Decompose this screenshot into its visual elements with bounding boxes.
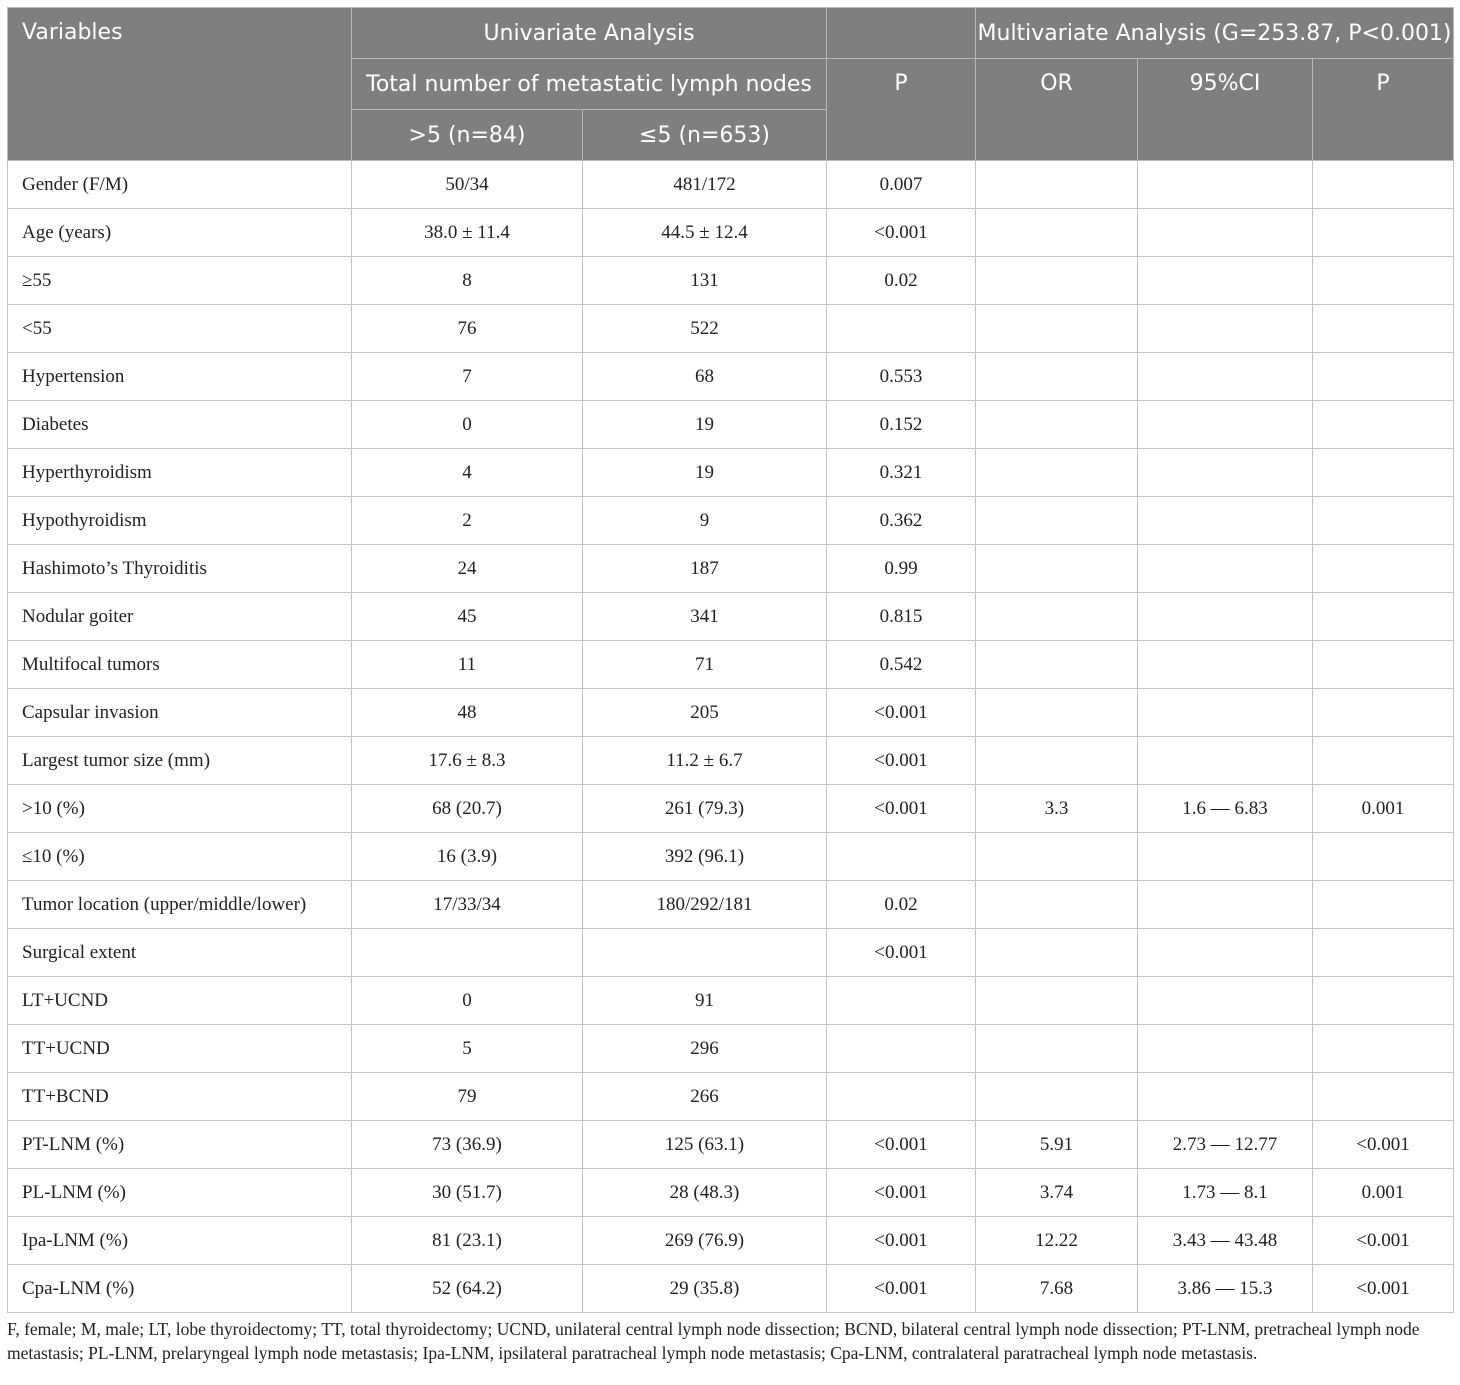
cell-ci [1138,1025,1313,1073]
cell-le5: 125 (63.1) [583,1121,827,1169]
cell-or [976,641,1138,689]
cell-le5: 71 [583,641,827,689]
header-le5: ≤5 (n=653) [583,110,827,161]
cell-p-univariate: 0.553 [827,353,976,401]
cell-p-univariate: <0.001 [827,689,976,737]
cell-le5: 11.2 ± 6.7 [583,737,827,785]
cell-p-multivariate [1313,881,1454,929]
cell-variable: TT+BCND [8,1073,352,1121]
cell-variable: Gender (F/M) [8,161,352,209]
cell-p-univariate: 0.02 [827,881,976,929]
cell-p-univariate [827,1025,976,1073]
cell-or [976,1025,1138,1073]
cell-p-multivariate [1313,449,1454,497]
cell-variable: Nodular goiter [8,593,352,641]
cell-gt5: 38.0 ± 11.4 [352,209,583,257]
cell-variable: Hashimoto’s Thyroiditis [8,545,352,593]
cell-variable: <55 [8,305,352,353]
cell-or [976,401,1138,449]
cell-variable: Hypothyroidism [8,497,352,545]
table-row [8,641,1454,689]
table-row [8,1073,1454,1121]
header-total-metastatic: Total number of metastatic lymph nodes [352,59,827,110]
cell-le5: 187 [583,545,827,593]
cell-ci [1138,689,1313,737]
cell-gt5: 7 [352,353,583,401]
cell-variable: Multifocal tumors [8,641,352,689]
cell-gt5: 8 [352,257,583,305]
cell-p-multivariate [1313,689,1454,737]
cell-p-multivariate: 0.001 [1313,1169,1454,1217]
cell-le5: 28 (48.3) [583,1169,827,1217]
cell-or [976,1073,1138,1121]
table-row [8,401,1454,449]
cell-le5: 341 [583,593,827,641]
table-row [8,545,1454,593]
cell-ci [1138,449,1313,497]
cell-ci: 3.43 — 43.48 [1138,1217,1313,1265]
table-row [8,305,1454,353]
cell-le5: 44.5 ± 12.4 [583,209,827,257]
cell-le5: 296 [583,1025,827,1073]
cell-gt5: 45 [352,593,583,641]
cell-or [976,545,1138,593]
cell-le5: 180/292/181 [583,881,827,929]
cell-gt5 [352,929,583,977]
cell-gt5: 50/34 [352,161,583,209]
table-container [7,7,1453,1365]
cell-le5: 266 [583,1073,827,1121]
cell-gt5: 5 [352,1025,583,1073]
cell-le5: 19 [583,449,827,497]
cell-variable: Diabetes [8,401,352,449]
cell-p-univariate: <0.001 [827,785,976,833]
table-row [8,881,1454,929]
cell-p-multivariate: <0.001 [1313,1265,1454,1313]
cell-p-multivariate [1313,209,1454,257]
cell-p-univariate: 0.815 [827,593,976,641]
cell-ci: 1.73 — 8.1 [1138,1169,1313,1217]
cell-variable: Tumor location (upper/middle/lower) [8,881,352,929]
cell-or [976,353,1138,401]
cell-p-univariate: 0.99 [827,545,976,593]
table-row [8,929,1454,977]
cell-gt5: 24 [352,545,583,593]
header-ci: 95%CI [1138,59,1313,161]
cell-variable: Hypertension [8,353,352,401]
cell-p-univariate [827,305,976,353]
cell-ci [1138,1073,1313,1121]
cell-p-univariate: <0.001 [827,1169,976,1217]
cell-p-univariate: 0.02 [827,257,976,305]
cell-p-multivariate: <0.001 [1313,1121,1454,1169]
cell-variable: TT+UCND [8,1025,352,1073]
cell-or [976,593,1138,641]
cell-or [976,305,1138,353]
table-row [8,1121,1454,1169]
cell-p-multivariate [1313,929,1454,977]
cell-ci [1138,977,1313,1025]
cell-variable: Ipa-LNM (%) [8,1217,352,1265]
cell-p-univariate: <0.001 [827,209,976,257]
cell-p-univariate: <0.001 [827,929,976,977]
cell-variable: PL-LNM (%) [8,1169,352,1217]
table-row [8,977,1454,1025]
results-table [7,7,1454,1313]
cell-le5: 19 [583,401,827,449]
cell-p-multivariate [1313,977,1454,1025]
header-univariate: Univariate Analysis [352,8,827,59]
cell-or [976,737,1138,785]
cell-or [976,689,1138,737]
cell-ci [1138,257,1313,305]
header-gt5: >5 (n=84) [352,110,583,161]
cell-variable: Largest tumor size (mm) [8,737,352,785]
cell-p-multivariate [1313,353,1454,401]
cell-le5 [583,929,827,977]
cell-gt5: 79 [352,1073,583,1121]
table-row [8,161,1454,209]
cell-or: 7.68 [976,1265,1138,1313]
cell-gt5: 73 (36.9) [352,1121,583,1169]
cell-or: 3.74 [976,1169,1138,1217]
cell-p-multivariate [1313,305,1454,353]
cell-variable: PT-LNM (%) [8,1121,352,1169]
table-row [8,593,1454,641]
cell-p-univariate: 0.321 [827,449,976,497]
header-p-univariate: P [827,59,976,161]
cell-ci: 3.86 — 15.3 [1138,1265,1313,1313]
cell-variable: Age (years) [8,209,352,257]
table-footnote: F, female; M, male; LT, lobe thyroidectomy; TT, total thyroidectomy; UCND, unilateral central lymph node dissection; BCND, bilateral central lymph node dissection; PT-LNM, pretracheal lymph node metastasis; PL-LNM, prelaryngeal lymph node metastasis; Ipa-LNM, ipsilateral paratracheal lymph node metastasis; Cpa-LNM, contralateral paratracheal lymph node metastasis. [7,1319,1420,1363]
table-row [8,833,1454,881]
cell-p-univariate: 0.007 [827,161,976,209]
cell-variable: Cpa-LNM (%) [8,1265,352,1313]
table-row [8,353,1454,401]
cell-or [976,161,1138,209]
header-or: OR [976,59,1138,161]
cell-p-univariate: 0.542 [827,641,976,689]
cell-p-univariate [827,833,976,881]
cell-gt5: 4 [352,449,583,497]
cell-le5: 9 [583,497,827,545]
cell-le5: 261 (79.3) [583,785,827,833]
cell-ci [1138,641,1313,689]
cell-p-multivariate [1313,641,1454,689]
cell-ci [1138,881,1313,929]
cell-gt5: 16 (3.9) [352,833,583,881]
header-p-multivariate: P [1313,59,1454,161]
cell-p-univariate: <0.001 [827,1217,976,1265]
cell-gt5: 0 [352,401,583,449]
cell-gt5: 81 (23.1) [352,1217,583,1265]
cell-gt5: 11 [352,641,583,689]
cell-p-univariate [827,1073,976,1121]
cell-gt5: 48 [352,689,583,737]
cell-variable: LT+UCND [8,977,352,1025]
cell-p-univariate: 0.362 [827,497,976,545]
cell-p-univariate: <0.001 [827,1265,976,1313]
table-body [8,161,1454,1313]
table-row [8,209,1454,257]
table-row [8,1265,1454,1313]
cell-ci [1138,497,1313,545]
cell-gt5: 17.6 ± 8.3 [352,737,583,785]
table-row [8,497,1454,545]
cell-le5: 481/172 [583,161,827,209]
cell-p-multivariate [1313,545,1454,593]
table-row [8,257,1454,305]
cell-gt5: 2 [352,497,583,545]
cell-or: 5.91 [976,1121,1138,1169]
table-row [8,1025,1454,1073]
cell-gt5: 30 (51.7) [352,1169,583,1217]
cell-or [976,881,1138,929]
table-row [8,785,1454,833]
cell-p-multivariate [1313,497,1454,545]
cell-p-multivariate [1313,161,1454,209]
cell-p-univariate: <0.001 [827,737,976,785]
cell-gt5: 52 (64.2) [352,1265,583,1313]
cell-p-multivariate [1313,401,1454,449]
cell-ci: 1.6 — 6.83 [1138,785,1313,833]
cell-p-multivariate [1313,833,1454,881]
cell-or [976,929,1138,977]
cell-gt5: 76 [352,305,583,353]
cell-or: 3.3 [976,785,1138,833]
cell-ci: 2.73 — 12.77 [1138,1121,1313,1169]
cell-or [976,209,1138,257]
table-header [8,8,1454,161]
cell-ci [1138,305,1313,353]
table-row [8,689,1454,737]
cell-variable: Hyperthyroidism [8,449,352,497]
cell-le5: 29 (35.8) [583,1265,827,1313]
cell-ci [1138,737,1313,785]
cell-p-multivariate [1313,593,1454,641]
cell-p-univariate: <0.001 [827,1121,976,1169]
cell-or [976,449,1138,497]
header-multivariate: Multivariate Analysis (G=253.87, P<0.001) [976,8,1454,59]
cell-gt5: 68 (20.7) [352,785,583,833]
cell-ci [1138,593,1313,641]
cell-ci [1138,161,1313,209]
cell-or [976,257,1138,305]
cell-or [976,977,1138,1025]
cell-le5: 522 [583,305,827,353]
cell-ci [1138,209,1313,257]
cell-ci [1138,833,1313,881]
cell-p-multivariate [1313,737,1454,785]
cell-or [976,497,1138,545]
cell-p-multivariate: <0.001 [1313,1217,1454,1265]
cell-ci [1138,545,1313,593]
table-row [8,737,1454,785]
cell-variable: ≥55 [8,257,352,305]
cell-variable: Capsular invasion [8,689,352,737]
cell-le5: 68 [583,353,827,401]
cell-ci [1138,929,1313,977]
cell-gt5: 17/33/34 [352,881,583,929]
table-row [8,449,1454,497]
cell-variable: ≤10 (%) [8,833,352,881]
cell-ci [1138,401,1313,449]
cell-or: 12.22 [976,1217,1138,1265]
cell-le5: 205 [583,689,827,737]
cell-p-multivariate [1313,1073,1454,1121]
table-row [8,1169,1454,1217]
header-variables: Variables [8,8,352,161]
cell-p-univariate: 0.152 [827,401,976,449]
cell-variable: Surgical extent [8,929,352,977]
cell-p-univariate [827,977,976,1025]
cell-le5: 269 (76.9) [583,1217,827,1265]
cell-or [976,833,1138,881]
table-row [8,1217,1454,1265]
cell-variable: >10 (%) [8,785,352,833]
cell-ci [1138,353,1313,401]
cell-p-multivariate: 0.001 [1313,785,1454,833]
header-blank [827,8,976,59]
cell-p-multivariate [1313,1025,1454,1073]
cell-le5: 91 [583,977,827,1025]
cell-p-multivariate [1313,257,1454,305]
cell-le5: 131 [583,257,827,305]
cell-gt5: 0 [352,977,583,1025]
cell-le5: 392 (96.1) [583,833,827,881]
